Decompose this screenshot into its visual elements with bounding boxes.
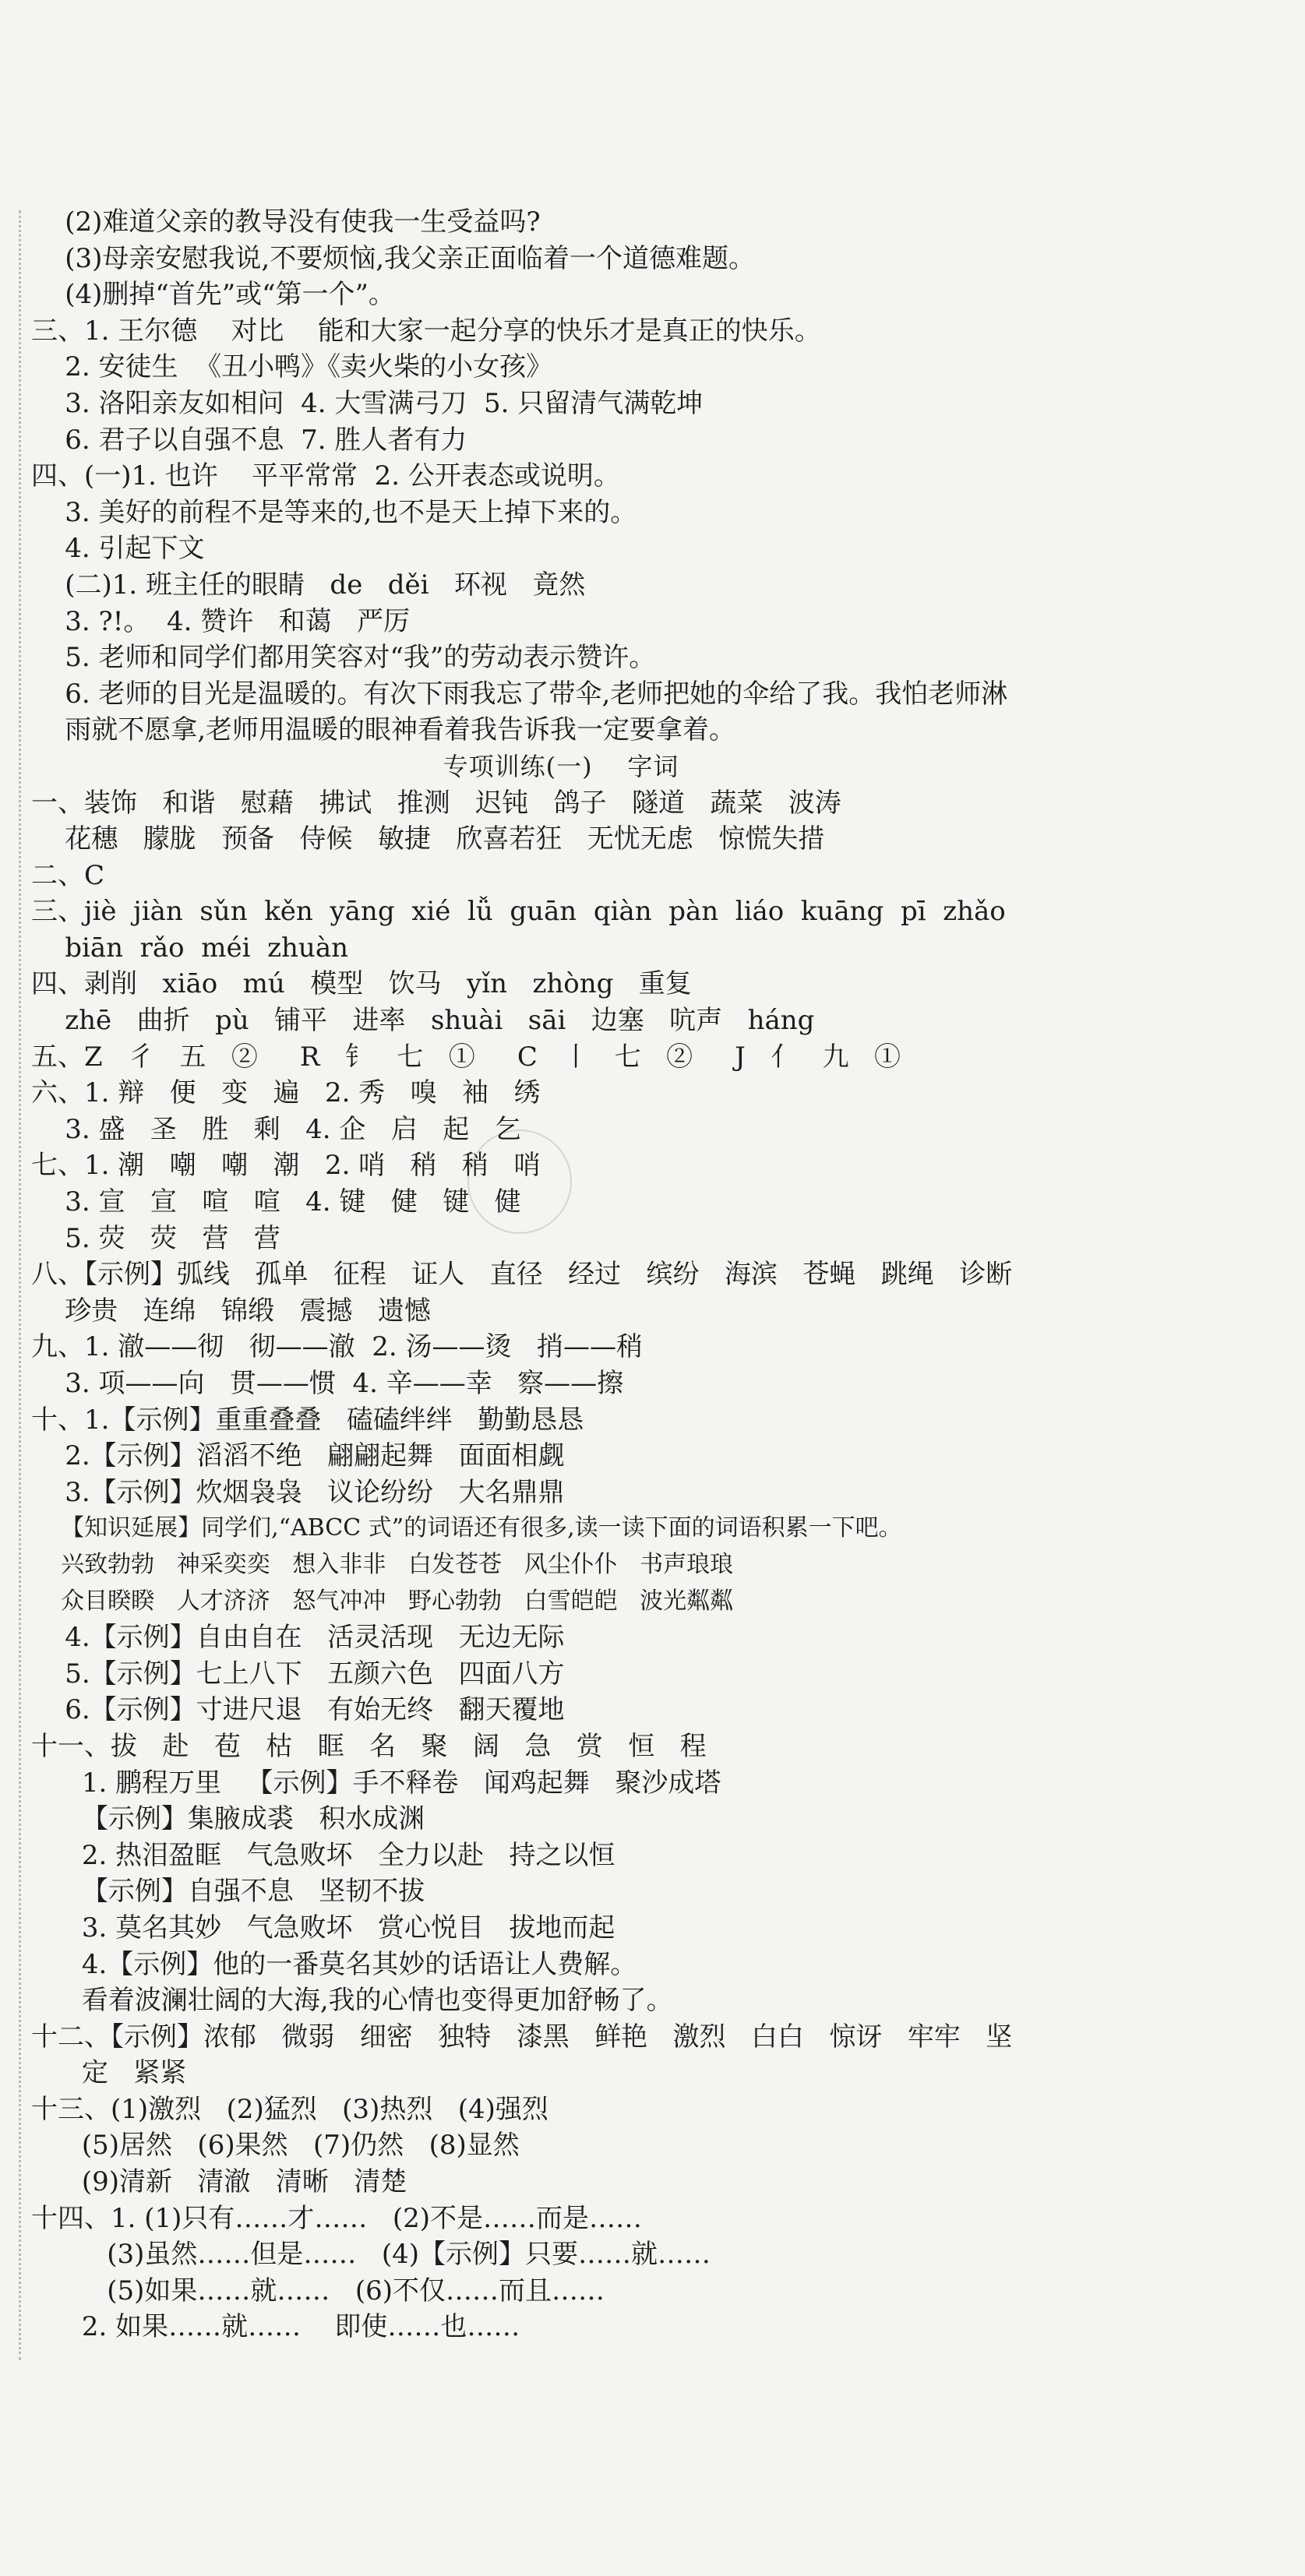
- text-line: 三、1. 王尔德 对比 能和大家一起分享的快乐才是真正的快乐。: [31, 315, 821, 347]
- text-line: (二)1. 班主任的眼睛 de děi 环视 竟然: [31, 569, 586, 601]
- text-line: 1. 鹏程万里 【示例】手不释卷 闻鸡起舞 聚沙成塔: [31, 1767, 721, 1799]
- text-line: (4)删掉“首先”或“第一个”。: [31, 279, 395, 311]
- text-line: 6.【示例】寸进尺退 有始无终 翻天覆地: [31, 1694, 565, 1726]
- text-line: 二、C: [31, 859, 105, 891]
- text-line: zhē 曲折 pù 铺平 进率 shuài sāi 边塞 吭声 háng: [31, 1005, 815, 1037]
- text-line: (3)虽然……但是…… (4)【示例】只要……就……: [31, 2239, 711, 2271]
- text-line: 2. 如果……就…… 即使……也……: [31, 2311, 520, 2343]
- text-line: 3.【示例】炊烟袅袅 议论纷纷 大名鼎鼎: [31, 1476, 565, 1508]
- text-line: 十、1.【示例】重重叠叠 磕磕绊绊 勤勤恳恳: [31, 1404, 584, 1436]
- text-line: 八、【示例】弧线 孤单 征程 证人 直径 经过 缤纷 海滨 苍蝇 跳绳 诊断: [31, 1259, 1013, 1291]
- text-line: 4.【示例】他的一番莫名其妙的话语让人费解。: [31, 1948, 637, 1980]
- text-line: 2. 安徒生 《丑小鸭》《卖火柴的小女孩》: [31, 351, 553, 383]
- text-line: 定 紧紧: [31, 2057, 187, 2089]
- text-line: 4.【示例】自由自在 活灵活现 无边无际: [31, 1622, 565, 1654]
- text-line: 3. 项——向 贯——惯 4. 辛——幸 察——擦: [31, 1368, 624, 1399]
- text-line: 三、jiè jiàn sǔn kěn yāng xié lǚ guān qiàn pàn liáo kuāng pī zhǎo: [31, 896, 1006, 928]
- text-line: 一、装饰 和谐 慰藉 拂试 推测 迟钝 鸽子 隧道 蔬菜 波涛: [31, 787, 841, 819]
- text-line: 花穗 朦胧 预备 侍候 敏捷 欣喜若狂 无忧无虑 惊慌失措: [31, 823, 825, 855]
- text-line: 【示例】自强不息 坚韧不拔: [31, 1876, 425, 1908]
- text-line: 3. ?!。 4. 赞许 和蔼 严厉: [31, 605, 411, 637]
- text-line: 五、Z 彳 五 ② R 钅 七 ① C 丨 七 ② J 亻 九 ①: [31, 1041, 901, 1073]
- text-line: 【示例】集腋成裘 积水成渊: [31, 1803, 425, 1835]
- text-line: 3. 盛 圣 胜 剩 4. 企 启 起 乞: [31, 1113, 521, 1145]
- text-line: (5)居然 (6)果然 (7)仍然 (8)显然: [31, 2130, 520, 2162]
- text-line: 6. 君子以自强不息 7. 胜人者有力: [31, 424, 467, 456]
- text-line: 看着波澜壮阔的大海,我的心情也变得更加舒畅了。: [31, 1985, 673, 2017]
- text-line: 十一、拔 赴 苞 枯 眶 名 聚 阔 急 赏 恒 程: [31, 1730, 707, 1762]
- text-line: 珍贵 连绵 锦缎 震撼 遗憾: [31, 1295, 431, 1327]
- answer-content: [31, 204, 1060, 2345]
- text-line: biān rǎo méi zhuàn: [31, 932, 348, 964]
- text-line: (2)难道父亲的教导没有使我一生受益吗?: [31, 206, 541, 238]
- knowledge-extension-note: 【知识延展】同学们,“ABCC 式”的词语还有很多,读一读下面的词语积累一下吧。: [31, 1514, 902, 1542]
- section-title: 专项训练(一) 字词: [443, 751, 679, 781]
- text-line: (5)如果……就…… (6)不仅……而且……: [31, 2275, 605, 2306]
- text-line: 兴致勃勃 神采奕奕 想入非非 白发苍苍 风尘仆仆 书声琅琅: [31, 1550, 734, 1578]
- text-line: 十二、【示例】浓郁 微弱 细密 独特 漆黑 鲜艳 激烈 白白 惊讶 牢牢 坚: [31, 2021, 1013, 2053]
- text-line: 雨就不愿拿,老师用温暖的眼神看着我告诉我一定要拿着。: [31, 714, 736, 746]
- text-line: 5. 老师和同学们都用笑容对“我”的劳动表示赞许。: [31, 642, 656, 674]
- text-line: 四、(一)1. 也许 平平常常 2. 公开表态或说明。: [31, 460, 620, 492]
- text-line: 十三、(1)激烈 (2)猛烈 (3)热烈 (4)强烈: [31, 2093, 548, 2125]
- text-line: 九、1. 澈——彻 彻——澈 2. 汤——烫 捎——稍: [31, 1331, 643, 1363]
- text-line: 5. 荧 荧 营 营: [31, 1222, 280, 1254]
- text-line: 四、剥削 xiāo mú 模型 饮马 yǐn zhòng 重复: [31, 968, 692, 1000]
- text-line: (3)母亲安慰我说,不要烦恼,我父亲正面临着一个道德难题。: [31, 242, 756, 274]
- text-line: 众目睽睽 人才济济 怒气冲冲 野心勃勃 白雪皑皑 波光粼粼: [31, 1587, 734, 1615]
- text-line: 2.【示例】滔滔不绝 翩翩起舞 面面相觑: [31, 1440, 565, 1472]
- text-line: 3. 美好的前程不是等来的,也不是天上掉下来的。: [31, 496, 637, 528]
- text-line: 3. 洛阳亲友如相问 4. 大雪满弓刀 5. 只留清气满乾坤: [31, 387, 704, 419]
- text-line: 5.【示例】七上八下 五颜六色 四面八方: [31, 1658, 565, 1690]
- text-line: 七、1. 潮 嘲 嘲 潮 2. 哨 稍 稍 哨: [31, 1150, 541, 1182]
- text-line: 2. 热泪盈眶 气急败坏 全力以赴 持之以恒: [31, 1839, 615, 1871]
- text-line: 3. 宣 宣 喧 喧 4. 键 健 键 健: [31, 1186, 521, 1218]
- text-line: 六、1. 辩 便 变 遍 2. 秀 嗅 袖 绣: [31, 1077, 541, 1109]
- text-line: 十四、1. (1)只有……才…… (2)不是……而是……: [31, 2202, 642, 2234]
- text-line: 4. 引起下文: [31, 533, 205, 565]
- text-line: 3. 莫名其妙 气急败坏 赏心悦目 拔地而起: [31, 1912, 615, 1943]
- text-line: (9)清新 清澈 清晰 清楚: [31, 2166, 407, 2198]
- text-line: 6. 老师的目光是温暖的。有次下雨我忘了带伞,老师把她的伞给了我。我怕老师淋: [31, 678, 1008, 710]
- binding-dotted-line: [19, 210, 21, 2360]
